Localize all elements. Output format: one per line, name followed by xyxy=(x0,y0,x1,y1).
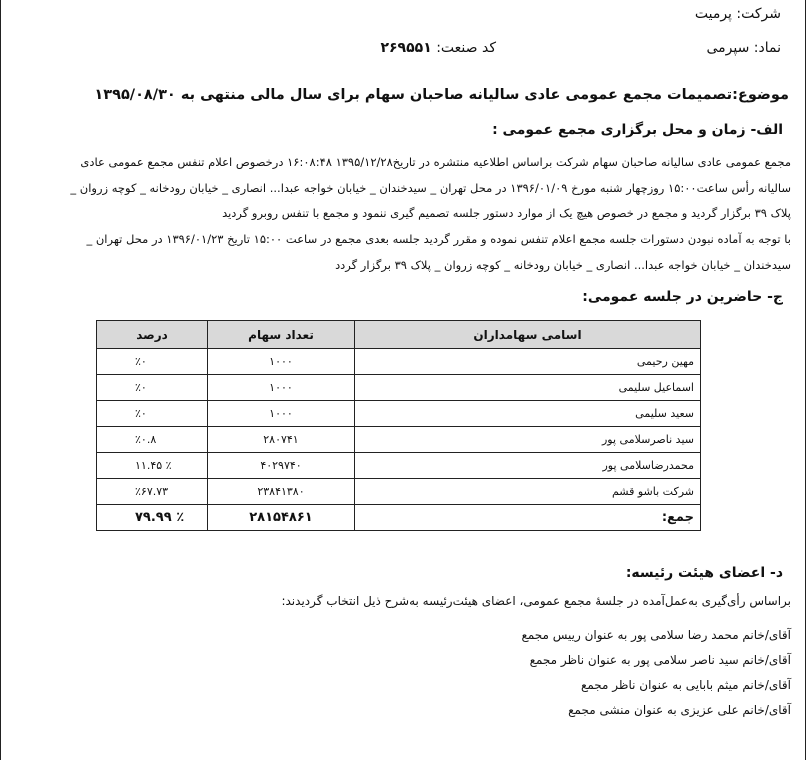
shareholder-percent: ٪۰ xyxy=(97,349,208,375)
section-a-line-1: مجمع عمومی عادی سالیانه صاحبان سهام شرکت براساس اطلاعیه منتشره در تاریخ۱۳۹۵/۱۲/۲۸ ۱۶:۰۸:۴۸ درخصوص اعلام تنفس مجمع عمومی عادی xyxy=(80,155,791,169)
shareholder-name: شرکت باشو قشم xyxy=(355,479,701,505)
total-label: جمع: xyxy=(355,505,701,531)
shareholder-name: اسماعیل سلیمی xyxy=(355,375,701,401)
section-a-line-5: سیدخندان _ خیابان خواجه عبدا... انصاری _ خیابان رودخانه _ کوچه زروان _ پلاک ۳۹ برگزار گردد xyxy=(335,258,791,272)
board-member: آقای/خانم علی عزیزی به عنوان منشی مجمع xyxy=(568,703,791,717)
shareholders-table xyxy=(96,320,701,531)
total-shares: ۲۸۱۵۴۸۶۱ xyxy=(208,505,355,531)
shareholder-shares: ۱۰۰۰ xyxy=(208,401,355,427)
subject-line xyxy=(94,87,789,103)
shareholder-percent: ٪۶۷.۷۳ xyxy=(97,479,208,505)
section-a-line-2: سالیانه رأس ساعت۱۵:۰۰ روزچهار شنبه مورخ ۱۳۹۶/۰۱/۰۹ در محل تهران _ سیدخندان _ خیابان خواجه عبدا... انصاری _ خیابان رودخانه _ کوچه زروان _ xyxy=(70,181,791,195)
table-row xyxy=(97,375,701,401)
shareholder-shares: ۲۸۰۷۴۱ xyxy=(208,427,355,453)
subject-text: تصمیمات مجمع عمومی عادی سالیانه صاحبان سهام برای سال مالی منتهی به ۱۳۹۵/۰۸/۳۰ xyxy=(94,87,733,103)
table-row xyxy=(97,453,701,479)
shareholder-shares: ۲۳۸۴۱۳۸۰ xyxy=(208,479,355,505)
header-share-count: تعداد سهام xyxy=(208,321,355,349)
section-a-line-3: پلاک ۳۹ برگزار گردید و مجمع در خصوص هیچ یک از موارد دستور جلسه تصمیم گیری ننمود و مجمع با تنفس روبرو گردید xyxy=(222,206,791,220)
board-member: آقای/خانم سید ناصر سلامی پور به عنوان ناظر مجمع xyxy=(529,653,791,667)
shareholder-name: محمدرضاسلامی پور xyxy=(355,453,701,479)
section-d-title: د- اعضای هیئت رئیسه: xyxy=(625,565,783,581)
industry-code-value: ۲۶۹۵۵۱ xyxy=(380,40,432,56)
section-c-title: ج- حاضرین در جلسه عمومی: xyxy=(582,289,783,305)
board-member: آقای/خانم میثم بابایی به عنوان ناظر مجمع xyxy=(580,678,791,692)
symbol-value: سپرمی xyxy=(706,40,750,56)
table-row xyxy=(97,427,701,453)
company-label: شرکت: xyxy=(736,6,781,22)
shareholder-shares: ۴۰۲۹۷۴۰ xyxy=(208,453,355,479)
table-row xyxy=(97,479,701,505)
industry-code-label: کد صنعت: xyxy=(436,40,496,56)
company-name: پرمیت xyxy=(694,6,732,22)
table-header-row xyxy=(97,321,701,349)
table-total-row xyxy=(97,505,701,531)
total-percent: ٪ ۷۹.۹۹ xyxy=(97,505,208,531)
shareholder-percent: ٪ ۱۱.۴۵ xyxy=(97,453,208,479)
shareholder-percent: ٪۰.۸ xyxy=(97,427,208,453)
symbol-label: نماد: xyxy=(753,40,781,56)
section-a-title: الف- زمان و محل برگزاری مجمع عمومی : xyxy=(492,122,783,138)
shareholder-percent: ٪۰ xyxy=(97,375,208,401)
section-a-line-4: با توجه به آماده نبودن دستورات جلسه مجمع اعلام تنفس نموده و مقرر گردید جلسه بعدی مجمع در ساعت ۱۵:۰۰ تاریخ ۱۳۹۶/۰۱/۲۳ در محل تهران _ xyxy=(86,232,791,246)
shareholder-shares: ۱۰۰۰ xyxy=(208,375,355,401)
header-shareholder-names: اسامی سهامداران xyxy=(355,321,701,349)
subject-label: موضوع: xyxy=(732,87,789,103)
board-member: آقای/خانم محمد رضا سلامی پور به عنوان رییس مجمع xyxy=(521,628,791,642)
industry-code-line xyxy=(380,40,496,56)
section-d-intro: براساس رأی‌گیری به‌عمل‌آمده در جلسهٔ مجمع عمومی، اعضای هیئت‌رئیسه به‌شرح ذیل انتخاب گردیدند: xyxy=(281,594,791,608)
shareholder-percent: ٪۰ xyxy=(97,401,208,427)
symbol-line xyxy=(706,40,781,56)
company-line xyxy=(695,6,781,22)
header-percent: درصد xyxy=(97,321,208,349)
shareholder-name: سید ناصرسلامی پور xyxy=(355,427,701,453)
table-row xyxy=(97,349,701,375)
shareholder-shares: ۱۰۰۰ xyxy=(208,349,355,375)
table-row xyxy=(97,401,701,427)
shareholder-name: سعید سلیمی xyxy=(355,401,701,427)
shareholder-name: مهین رحیمی xyxy=(355,349,701,375)
